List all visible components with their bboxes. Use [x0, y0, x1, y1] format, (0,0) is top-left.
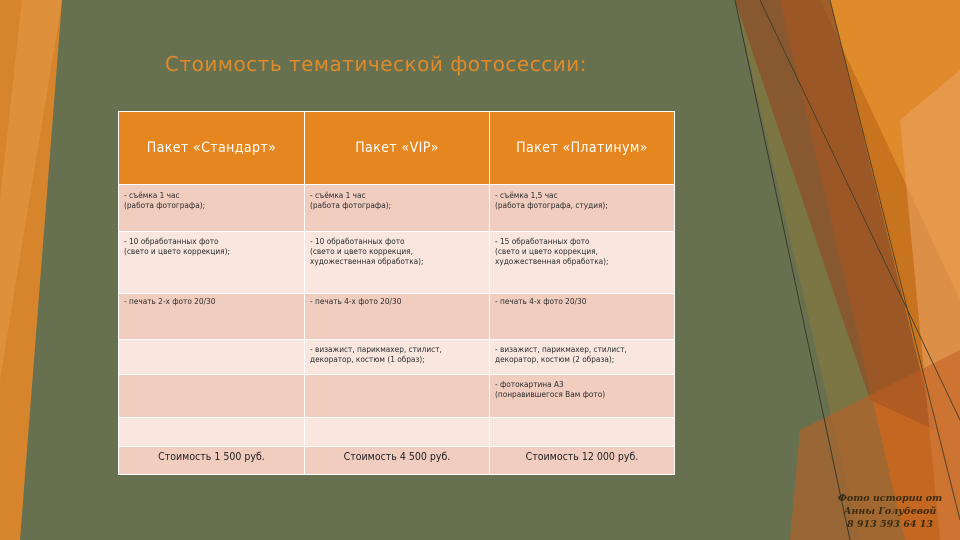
table-cell: - фотокартина А3 (понравившегося Вам фото) — [490, 375, 675, 418]
table-row — [119, 185, 675, 232]
table-header-row — [119, 112, 675, 185]
table-row — [119, 232, 675, 294]
table-row — [119, 340, 675, 375]
credit-phone: 8 913 593 64 13 — [847, 519, 933, 530]
price-table — [118, 111, 675, 475]
slide-title: Стоимость тематической фотосессии: — [165, 52, 587, 76]
price-platinum: Стоимость 12 000 руб. — [490, 447, 675, 475]
price-row — [119, 447, 675, 475]
table-cell: - съёмка 1 час (работа фотографа); — [119, 185, 305, 232]
table-row — [119, 375, 675, 418]
table-cell: - визажист, парикмахер, стилист, декоратор, костюм (2 образа); — [490, 340, 675, 375]
column-header-standard: Пакет «Стандарт» — [119, 112, 305, 185]
table-cell: - печать 4-х фото 20/30 — [490, 294, 675, 340]
photo-credit — [830, 492, 950, 531]
table-cell: - 15 обработанных фото (свето и цвето коррекция, художественная обработка); — [490, 232, 675, 294]
table-cell: - съёмка 1,5 час (работа фотографа, студия); — [490, 185, 675, 232]
table-cell — [119, 418, 305, 447]
table-cell: - 10 обработанных фото (свето и цвето коррекция); — [119, 232, 305, 294]
table-row — [119, 294, 675, 340]
column-header-vip: Пакет «VIP» — [305, 112, 490, 185]
price-vip: Стоимость 4 500 руб. — [305, 447, 490, 475]
column-header-platinum: Пакет «Платинум» — [490, 112, 675, 185]
table-cell: - печать 2-х фото 20/30 — [119, 294, 305, 340]
table-cell: - печать 4-х фото 20/30 — [305, 294, 490, 340]
table-cell — [490, 418, 675, 447]
table-cell: - визажист, парикмахер, стилист, декоратор, костюм (1 образ); — [305, 340, 490, 375]
price-standard: Стоимость 1 500 руб. — [119, 447, 305, 475]
table-cell — [305, 418, 490, 447]
credit-line: Анны Голубевой — [843, 506, 937, 517]
table-cell: - 10 обработанных фото (свето и цвето коррекция, художественная обработка); — [305, 232, 490, 294]
table-cell — [305, 375, 490, 418]
table-cell — [119, 340, 305, 375]
table-cell — [119, 375, 305, 418]
table-cell: - съёмка 1 час (работа фотографа); — [305, 185, 490, 232]
table-row — [119, 418, 675, 447]
credit-line: Фото истории от — [837, 493, 943, 504]
